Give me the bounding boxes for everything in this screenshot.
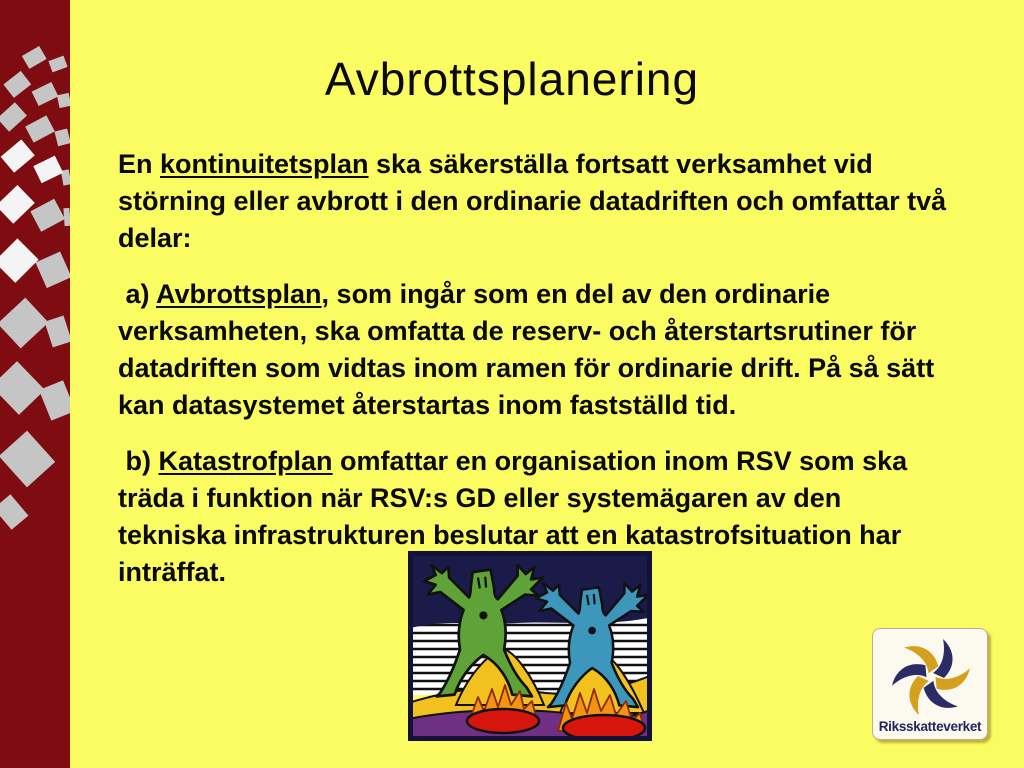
body-paragraph [118, 146, 956, 257]
slide-body [118, 146, 956, 610]
underlined-term: kontinuitetsplan [160, 149, 369, 179]
underlined-term: Avbrottsplan [156, 279, 322, 309]
pinwheel-logo-icon [873, 629, 989, 729]
slide-title: Avbrottsplanering [324, 53, 700, 105]
body-paragraph [118, 276, 956, 424]
paragraph-text: ska säkerställa fortsatt verksamhet vid störning eller avbrott i den ordinarie datadriften och omfattar två delar: [118, 149, 954, 253]
sidebar-decoration [0, 0, 70, 768]
paragraph-text: , som ingår som en del av den ordinarie verksamheten, ska omfatta de reserv- och återstartsrutiner för datadriften som vidtas inom ramen för ordinarie drift. På så sätt kan datasystemet återstartas inom fastställd tid. [118, 279, 942, 420]
logo-label: Riksskatteverket [878, 719, 982, 734]
paragraph-prefix: b) [118, 446, 159, 476]
paragraph-text: omfattar en organisation inom RSV som ska träda i funktion när RSV:s GD eller systemägaren av den tekniska infrastrukturen beslutar att en katastrofsituation har inträffat. [118, 446, 915, 587]
paragraph-prefix: a) [118, 279, 157, 309]
panic-illustration [408, 551, 652, 741]
riksskatteverket-logo [872, 628, 988, 740]
underlined-term: Katastrofplan [158, 446, 333, 476]
paragraph-prefix: En [118, 149, 161, 179]
